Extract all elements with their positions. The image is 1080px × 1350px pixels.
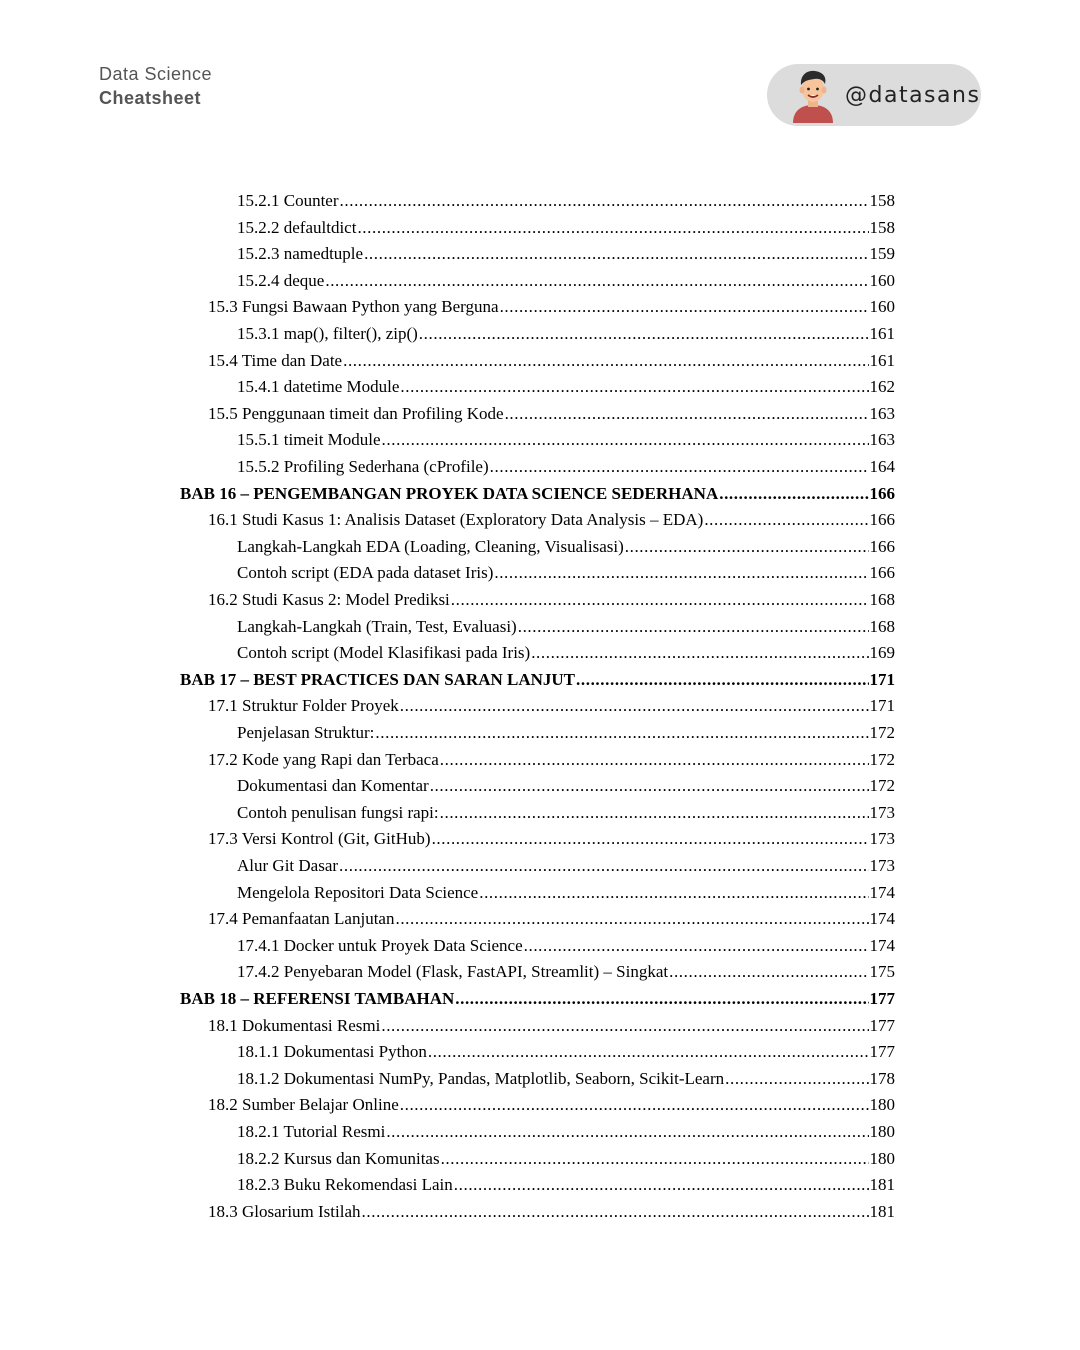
toc-entry[interactable] <box>237 428 895 452</box>
toc-entry-page-number: 164 <box>869 457 895 476</box>
author-handle-badge[interactable] <box>767 64 981 126</box>
toc-entry-page-number: 162 <box>869 377 895 397</box>
toc-entry-label: 18.2.2 Kursus dan Komunitas <box>237 1148 440 1168</box>
toc-entry-page-number: 174 <box>869 882 895 902</box>
toc-dot-leader <box>505 402 869 426</box>
toc-entry-label: BAB 18 – REFERENSI TAMBAHAN <box>180 989 455 1008</box>
toc-dot-leader <box>704 508 868 532</box>
toc-entry[interactable] <box>237 535 895 559</box>
toc-entry[interactable] <box>237 641 895 665</box>
toc-dot-leader <box>430 774 869 798</box>
toc-dot-leader <box>440 748 869 772</box>
toc-entry-label: 17.4.2 Penyebaran Model (Flask, FastAPI, Streamlit) – Singkat <box>237 962 669 982</box>
toc-entry-label: 16.2 Studi Kasus 2: Model Prediksi <box>208 590 450 609</box>
toc-entry[interactable] <box>237 216 895 240</box>
toc-entry-page-number: 159 <box>869 244 895 264</box>
toc-dot-leader <box>400 1093 869 1117</box>
toc-entry-page-number: 168 <box>869 616 895 636</box>
toc-dot-leader <box>339 854 868 878</box>
toc-entry-label: 15.2.2 defaultdict <box>237 217 357 237</box>
toc-entry-page-number: 166 <box>869 536 895 556</box>
toc-entry-page-number: 172 <box>869 723 895 742</box>
toc-entry-label: 15.4 Time dan Date <box>208 350 343 370</box>
toc-entry-page-number: 160 <box>869 297 895 317</box>
toc-entry[interactable] <box>208 295 895 319</box>
toc-entry-label: 15.4.1 datetime Module <box>237 377 400 397</box>
toc-dot-leader <box>451 588 869 612</box>
toc-entry-page-number: 166 <box>869 510 895 530</box>
toc-entry-page-number: 180 <box>869 1095 895 1115</box>
brand-line-cheatsheet: Cheatsheet <box>99 88 202 108</box>
toc-entry-label: Contoh script (EDA pada dataset Iris) <box>237 563 494 583</box>
toc-dot-leader <box>386 1120 868 1144</box>
toc-entry[interactable] <box>237 774 895 798</box>
toc-entry-label: 15.2.1 Counter <box>237 191 339 210</box>
toc-entry[interactable] <box>208 349 895 373</box>
toc-entry-page-number: 158 <box>869 217 895 237</box>
toc-dot-leader <box>362 1200 869 1224</box>
toc-entry-label: Penjelasan Struktur: <box>237 723 375 742</box>
toc-entry-page-number: 161 <box>869 324 895 343</box>
toc-entry-label: Dokumentasi dan Komentar <box>237 776 429 796</box>
toc-entry-page-number: 161 <box>869 350 895 370</box>
toc-entry-label: 18.2.1 Tutorial Resmi <box>237 1122 386 1141</box>
toc-entry-label: 15.3 Fungsi Bawaan Python yang Berguna <box>208 297 499 317</box>
toc-entry[interactable] <box>237 721 895 745</box>
toc-dot-leader <box>382 428 869 452</box>
toc-dot-leader <box>719 482 868 506</box>
toc-dot-leader <box>419 322 869 346</box>
toc-dot-leader <box>441 1147 869 1171</box>
toc-dot-leader <box>400 375 868 399</box>
toc-chapter-entry[interactable] <box>180 668 895 692</box>
toc-entry[interactable] <box>237 854 895 878</box>
toc-entry-label: Contoh penulisan fungsi rapi: <box>237 802 439 822</box>
toc-entry-label: 15.2.4 deque <box>237 270 325 290</box>
toc-entry-label: 18.1.1 Dokumentasi Python <box>237 1042 427 1062</box>
toc-entry[interactable] <box>237 1120 895 1144</box>
toc-entry-page-number: 166 <box>869 483 895 503</box>
toc-entry-page-number: 178 <box>869 1068 895 1088</box>
toc-entry[interactable] <box>208 1014 895 1038</box>
toc-chapter-entry[interactable] <box>180 482 895 506</box>
toc-entry-label: 18.1 Dokumentasi Resmi <box>208 1015 381 1035</box>
toc-entry-label: 17.4 Pemanfaatan Lanjutan <box>208 909 395 929</box>
toc-dot-leader <box>531 641 868 665</box>
toc-entry-page-number: 180 <box>869 1148 895 1168</box>
toc-entry[interactable] <box>208 694 895 718</box>
toc-dot-leader <box>364 242 868 266</box>
toc-entry-page-number: 177 <box>869 1042 895 1062</box>
toc-dot-leader <box>455 987 868 1011</box>
toc-entry[interactable] <box>208 508 895 532</box>
toc-entry[interactable] <box>237 615 895 639</box>
toc-entry-label: 18.2 Sumber Belajar Online <box>208 1095 399 1115</box>
toc-dot-leader <box>518 615 869 639</box>
toc-entry-page-number: 158 <box>869 191 895 210</box>
toc-entry[interactable] <box>237 1173 895 1197</box>
toc-entry-page-number: 180 <box>869 1122 895 1141</box>
toc-entry-label: 18.2.3 Buku Rekomendasi Lain <box>237 1175 453 1195</box>
toc-entry-label: 15.2.3 namedtuple <box>237 244 364 264</box>
toc-dot-leader <box>669 960 868 984</box>
toc-entry-page-number: 174 <box>869 935 895 955</box>
toc-entry[interactable] <box>237 189 895 213</box>
toc-dot-leader <box>432 827 869 851</box>
toc-entry[interactable] <box>208 907 895 931</box>
person-avatar-icon <box>787 67 839 123</box>
toc-entry-label: 18.1.2 Dokumentasi NumPy, Pandas, Matplotlib, Seaborn, Scikit-Learn <box>237 1068 725 1088</box>
toc-entry-page-number: 181 <box>869 1201 895 1221</box>
toc-entry[interactable] <box>208 827 895 851</box>
toc-dot-leader <box>343 349 868 373</box>
toc-dot-leader <box>400 694 869 718</box>
toc-entry[interactable] <box>237 375 895 399</box>
toc-dot-leader <box>494 561 868 585</box>
toc-entry-label: 17.1 Struktur Folder Proyek <box>208 696 399 716</box>
toc-dot-leader <box>440 801 869 825</box>
toc-dot-leader <box>576 668 868 692</box>
toc-entry-page-number: 173 <box>869 829 895 849</box>
toc-entry-page-number: 174 <box>869 909 895 929</box>
toc-entry[interactable] <box>237 242 895 266</box>
toc-entry[interactable] <box>208 748 895 772</box>
toc-dot-leader <box>490 455 869 479</box>
toc-entry-label: 15.5.1 timeit Module <box>237 430 381 450</box>
toc-entry-label: 17.4.1 Docker untuk Proyek Data Science <box>237 935 523 955</box>
brand-title <box>99 62 212 110</box>
toc-entry[interactable] <box>237 455 895 479</box>
toc-entry-page-number: 177 <box>869 1015 895 1035</box>
toc-entry[interactable] <box>237 881 895 905</box>
toc-entry-label: 15.5.2 Profiling Sederhana (cProfile) <box>237 457 489 476</box>
toc-entry[interactable] <box>208 588 895 612</box>
toc-entry-page-number: 169 <box>869 643 895 663</box>
toc-dot-leader <box>428 1040 869 1064</box>
toc-entry-label: 15.5 Penggunaan timeit dan Profiling Kode <box>208 403 504 423</box>
toc-entry-page-number: 175 <box>869 962 895 982</box>
toc-entry[interactable] <box>237 801 895 825</box>
toc-entry-page-number: 173 <box>869 856 895 875</box>
toc-dot-leader <box>725 1067 868 1091</box>
toc-entry[interactable] <box>237 322 895 346</box>
toc-entry[interactable] <box>208 1093 895 1117</box>
toc-entry-label: 18.3 Glosarium Istilah <box>208 1201 361 1221</box>
toc-entry-label: BAB 17 – BEST PRACTICES DAN SARAN LANJUT <box>180 669 576 689</box>
toc-entry[interactable] <box>237 269 895 293</box>
toc-chapter-entry[interactable] <box>180 987 895 1011</box>
toc-dot-leader <box>325 269 868 293</box>
toc-entry[interactable] <box>208 1200 895 1224</box>
toc-entry-label: 16.1 Studi Kasus 1: Analisis Dataset (Exploratory Data Analysis – EDA) <box>208 510 704 530</box>
toc-entry-page-number: 160 <box>869 270 895 290</box>
toc-dot-leader <box>375 721 868 745</box>
toc-entry-label: BAB 16 – PENGEMBANGAN PROYEK DATA SCIENCE SEDERHANA <box>180 483 719 503</box>
toc-entry-page-number: 171 <box>869 669 895 689</box>
toc-entry-page-number: 168 <box>869 590 895 609</box>
toc-dot-leader <box>479 881 868 905</box>
toc-entry-page-number: 172 <box>869 776 895 796</box>
toc-entry[interactable] <box>237 1067 895 1091</box>
toc-entry-label: Mengelola Repositori Data Science <box>237 882 479 902</box>
toc-dot-leader <box>381 1014 868 1038</box>
toc-entry-page-number: 163 <box>869 430 895 450</box>
toc-entry[interactable] <box>237 934 895 958</box>
toc-entry[interactable] <box>237 1040 895 1064</box>
toc-dot-leader <box>625 535 869 559</box>
toc-dot-leader <box>340 189 869 213</box>
toc-entry-label: Langkah-Langkah EDA (Loading, Cleaning, Visualisasi) <box>237 536 624 556</box>
toc-entry-page-number: 173 <box>869 802 895 822</box>
toc-entry-page-number: 171 <box>869 696 895 716</box>
toc-dot-leader <box>395 907 868 931</box>
handle-text: @datasans <box>845 82 981 108</box>
toc-dot-leader <box>524 934 869 958</box>
toc-entry-label: 15.3.1 map(), filter(), zip() <box>237 324 418 343</box>
toc-entry[interactable] <box>237 1147 895 1171</box>
toc-entry-label: Contoh script (Model Klasifikasi pada Iris) <box>237 643 531 663</box>
toc-entry-page-number: 172 <box>869 749 895 769</box>
toc-entry-label: Langkah-Langkah (Train, Test, Evaluasi) <box>237 616 517 636</box>
toc-entry-page-number: 177 <box>869 989 895 1008</box>
brand-line-data-science: Data Science <box>99 64 213 84</box>
toc-entry-page-number: 166 <box>869 563 895 583</box>
toc-entry-label: 17.3 Versi Kontrol (Git, GitHub) <box>208 829 431 849</box>
toc-entry[interactable] <box>237 561 895 585</box>
toc-entry[interactable] <box>208 402 895 426</box>
toc-dot-leader <box>357 216 868 240</box>
toc-entry-page-number: 163 <box>869 403 895 423</box>
toc-entry-label: 17.2 Kode yang Rapi dan Terbaca <box>208 749 439 769</box>
toc-entry-label: Alur Git Dasar <box>237 856 339 875</box>
toc-dot-leader <box>454 1173 869 1197</box>
toc-dot-leader <box>500 295 869 319</box>
toc-entry-page-number: 181 <box>869 1175 895 1195</box>
toc-entry[interactable] <box>237 960 895 984</box>
